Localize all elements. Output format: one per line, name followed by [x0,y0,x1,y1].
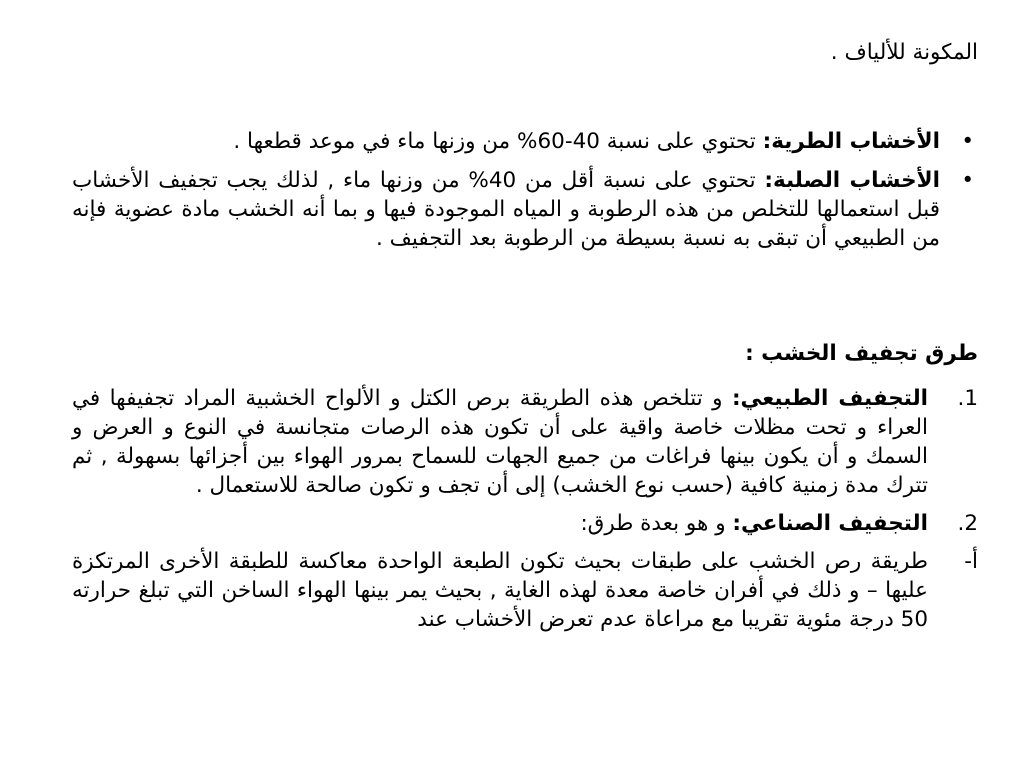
list-item [72,127,978,156]
list-item [72,166,978,253]
bullet-text: تحتوي على نسبة أقل من 40% من وزنها ماء , لذلك يجب تجفيف الأخشاب قبل استعمالها للتخلص من هذه الرطوبة و المياه الموجودة فيها و بما أنه الخشب مادة عضوية فإنه من الطبيعي أن تبقى به نسبة بسيطة من الرطوبة بعد التجفيف . [72,168,940,251]
list-item [72,509,978,538]
drying-methods-list [72,384,978,643]
bullet-term: الأخشاب الطرية: [762,129,940,154]
intro-fragment: المكونة للألياف . [830,40,978,65]
number-marker: 1. [957,386,978,411]
number-marker: 2. [957,511,978,536]
list-item [72,384,978,500]
method-text: طريقة رص الخشب على طبقات بحيث تكون الطبعة الواحدة معاكسة للطبقة الأخرى المرتكزة عليها – و ذلك في أفران خاصة معدة لهذه الغاية , بحيث يمر بينها الهواء الساخن التي تبلغ حرارته 50 درجة مئوية تقريبا مع مراعاة عدم تعرض الأخشاب عند [72,549,928,632]
bullet-term: الأخشاب الصلبة: [764,168,940,193]
bullet-text: تحتوي على نسبة 40-60% من وزنها ماء في موعد قطعها . [233,129,763,154]
list-item [72,547,978,634]
wood-types-list [72,127,978,263]
method-term: التجفيف الطبيعي: [731,386,929,411]
method-text: و هو بعدة طرق: [580,511,733,536]
bullet-marker: • [961,129,974,154]
bullet-marker: • [961,168,974,193]
letter-marker: أ- [964,549,978,574]
section-heading: طرق تجفيف الخشب : [745,341,978,366]
method-term: التجفيف الصناعي: [732,511,928,536]
method-text: و تتلخص هذه الطريقة برص الكتل و الألواح الخشبية المراد تجفيفها في العراء و تحت مظلات خاصة واقية على أن تكون هذه الرصات متجانسة في النوع و العرض و السمك و أن يكون بينها فراغات من جميع الجهات للسماح بمرور الهواء بين أجزائها بسهولة , ثم تترك مدة زمنية كافية (حسب نوع الخشب) إلى أن تجف و تكون صالحة للاستعمال . [72,386,928,498]
